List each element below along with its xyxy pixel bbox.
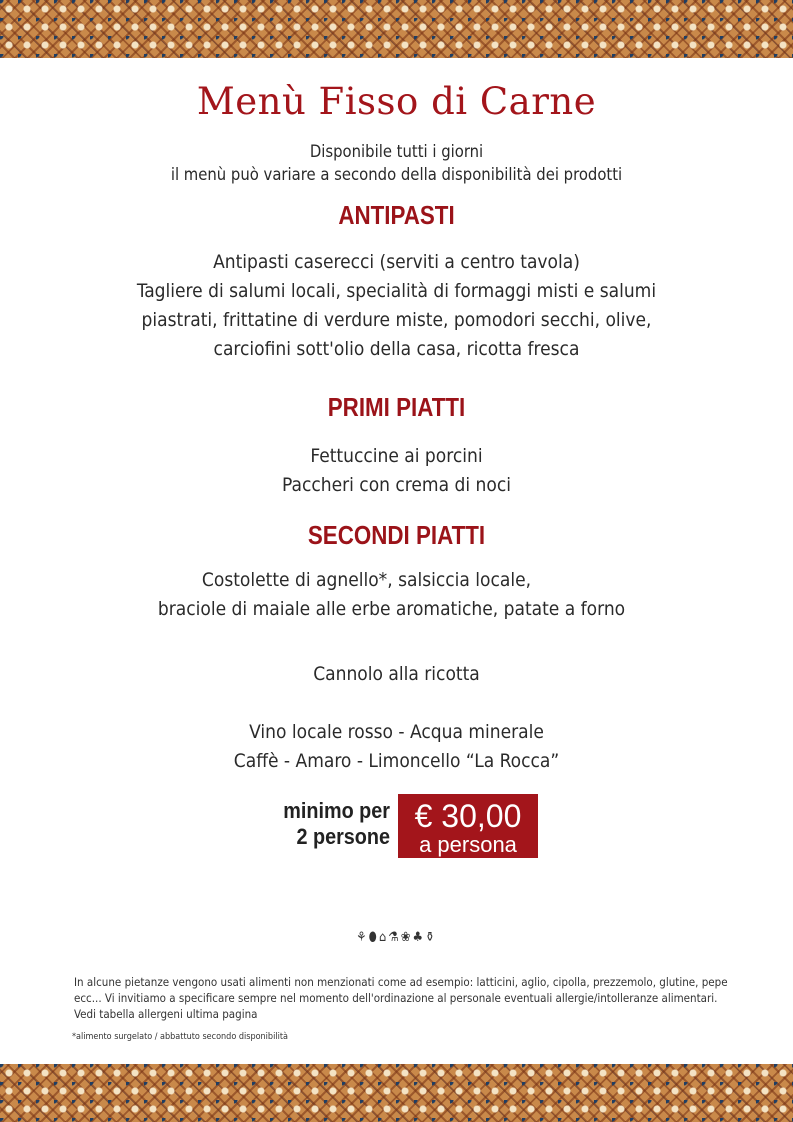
list-item: Fettuccine ai porcini	[310, 445, 483, 467]
primi-heading: PRIMI PIATTI	[327, 392, 466, 422]
price-unit: a persona	[419, 832, 517, 857]
availability-text: Disponibile tutti i giorni	[309, 142, 484, 161]
decorative-border-top	[0, 0, 793, 58]
variability-text: il menù può variare a secondo della disponibilità dei prodotti	[170, 165, 623, 184]
list-item: Paccheri con crema di noci	[282, 474, 511, 496]
allergen-disclaimer: In alcune pietanze vengono usati alimenti non menzionati come ad esempio: latticini, aglio, cipolla, prezzemolo, glutine, pepe ecc... Vi invitiamo a specificare sempre nel momento dell'ordinazione al personale eventuali allergie/intolleranze alimentari. Vedi tabella allergeni ultima pagina	[74, 975, 728, 1021]
allergen-icons: ⚘⬮⌂⚗❀♣⚱	[356, 930, 437, 945]
price-amount: € 30,00	[414, 798, 522, 834]
secondi-list	[0, 566, 793, 624]
drinks-list	[0, 718, 793, 776]
primi-list	[0, 442, 793, 500]
antipasti-list	[0, 248, 793, 364]
frozen-food-note: *alimento surgelato / abbattuto secondo disponibilità	[72, 1032, 288, 1042]
secondi-heading: SECONDI PIATTI	[307, 520, 486, 550]
minimum-line: 2 persone	[296, 824, 390, 849]
price-badge	[398, 794, 538, 858]
antipasti-heading: ANTIPASTI	[338, 200, 455, 230]
dessert-text: Cannolo alla ricotta	[313, 663, 480, 685]
decorative-border-bottom	[0, 1064, 793, 1122]
list-item: Costolette di agnello*, salsiccia locale,	[201, 569, 532, 591]
menu-title: Menù Fisso di Carne	[196, 80, 597, 123]
minimum-persons-text	[264, 798, 390, 850]
list-item: carciofini sott'olio della casa, ricotta fresca	[213, 338, 580, 360]
list-item: Caffè - Amaro - Limoncello “La Rocca”	[233, 750, 560, 772]
list-item: braciole di maiale alle erbe aromatiche, patate a forno	[157, 598, 626, 620]
list-item: Tagliere di salumi locali, specialità di formaggi misti e salumi	[136, 280, 657, 302]
list-item: Antipasti caserecci (serviti a centro tavola)	[213, 251, 580, 273]
minimum-line: minimo per	[283, 798, 390, 823]
list-item: Vino locale rosso - Acqua minerale	[249, 721, 544, 743]
list-item: piastrati, frittatine di verdure miste, pomodori secchi, olive,	[141, 309, 652, 331]
